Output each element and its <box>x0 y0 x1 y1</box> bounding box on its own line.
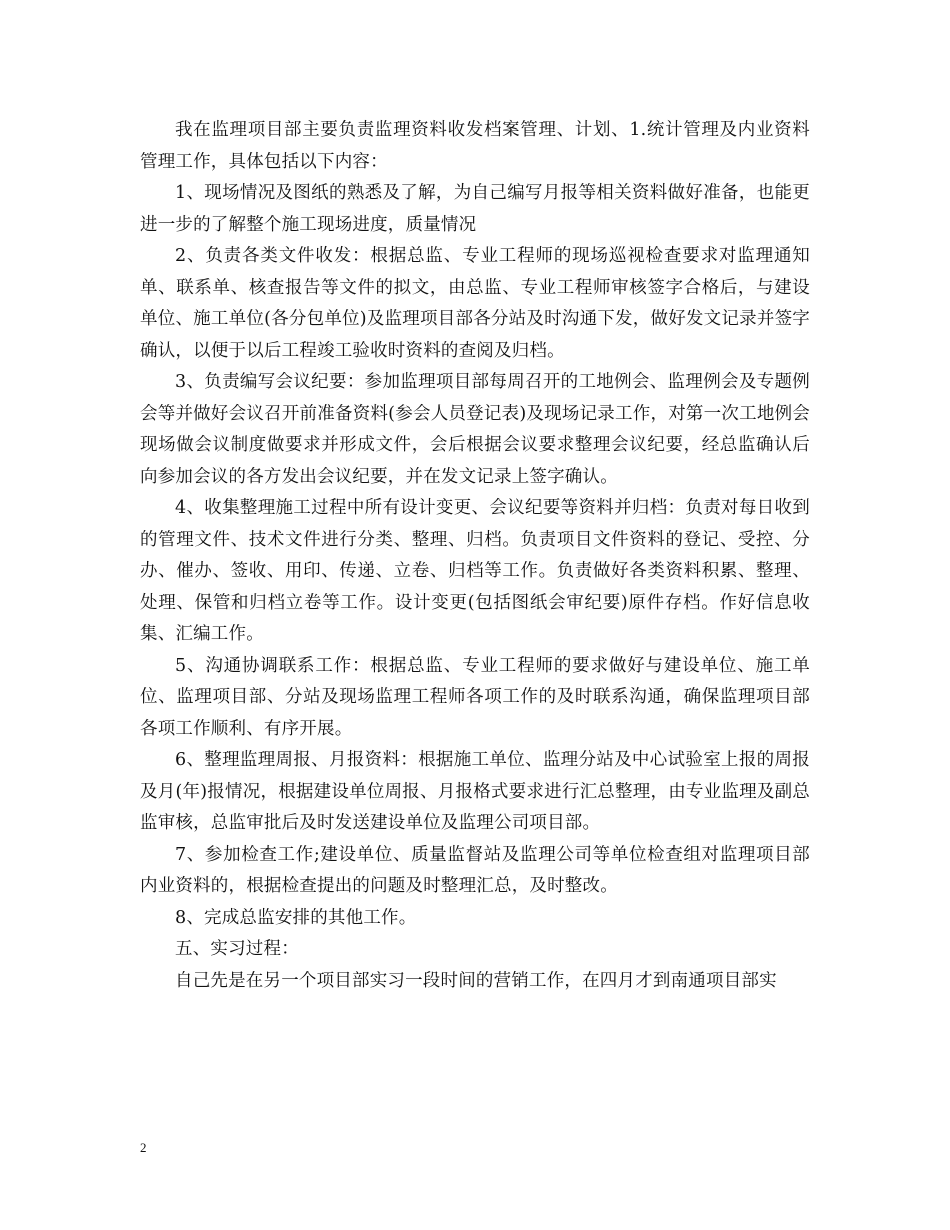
section-heading: 五、实习过程： <box>175 939 299 959</box>
paragraph-item-2: 2、负责各类文件收发：根据总监、专业工程师的现场巡视检查要求对监理通知单、联系单、核查报告等文件的拟文，由总监、专业工程师审核签字合格后，与建设单位、施工单位(各分包单位)及监理项目部各分站及时沟通下发，做好发文记录并签字确认，以便于以后工程竣工验收时资料的查阅及归档。 <box>140 246 810 361</box>
paragraph-item-7: 7、参加检查工作;建设单位、质量监督站及监理公司等单位检查组对监理项目部内业资料的，根据检查提出的问题及时整理汇总，及时整改。 <box>140 844 810 896</box>
paragraph-item-3: 3、负责编写会议纪要：参加监理项目部每周召开的工地例会、监理例会及专题例会等并做好会议召开前准备资料(参会人员登记表)及现场记录工作，对第一次工地例会现场做会议制度做要求并形成文件，会后根据会议要求整理会议纪要，经总监确认后向参加会议的各方发出会议纪要，并在发文记录上签字确认。 <box>140 372 810 487</box>
document-body <box>140 115 810 997</box>
paragraph-item-1: 1、现场情况及图纸的熟悉及了解，为自己编写月报等相关资料做好准备，也能更进一步的了解整个施工现场进度，质量情况 <box>140 183 810 235</box>
paragraph-item-5: 5、沟通协调联系工作：根据总监、专业工程师的要求做好与建设单位、施工单位、监理项目部、分站及现场监理工程师各项工作的及时联系沟通，确保监理项目部各项工作顺利、有序开展。 <box>140 655 810 739</box>
paragraph-item-8: 8、完成总监安排的其他工作。 <box>175 907 417 928</box>
paragraph-process: 自己先是在另一个项目部实习一段时间的营销工作，在四月才到南通项目部实 <box>175 970 777 991</box>
paragraph-item-6: 6、整理监理周报、月报资料：根据施工单位、监理分站及中心试验室上报的周报及月(年)报情况，根据建设单位周报、月报格式要求进行汇总整理，由专业监理及副总监审核，总监审批后及时发送建设单位及监理公司项目部。 <box>140 750 810 833</box>
paragraph-item-4: 4、收集整理施工过程中所有设计变更、会议纪要等资料并归档：负责对每日收到的管理文件、技术文件进行分类、整理、归档。负责项目文件资料的登记、受控、分办、催办、签收、用印、传递、立卷、归档等工作。负责做好各类资料积累、整理、处理、保管和归档立卷等工作。设计变更(包括图纸会审纪要)原件存档。作好信息收集、汇编工作。 <box>140 498 810 644</box>
paragraph-intro: 我在监理项目部主要负责监理资料收发档案管理、计划、1.统计管理及内业资料管理工作，具体包括以下内容： <box>140 120 810 172</box>
page-number: 2 <box>140 1140 147 1155</box>
